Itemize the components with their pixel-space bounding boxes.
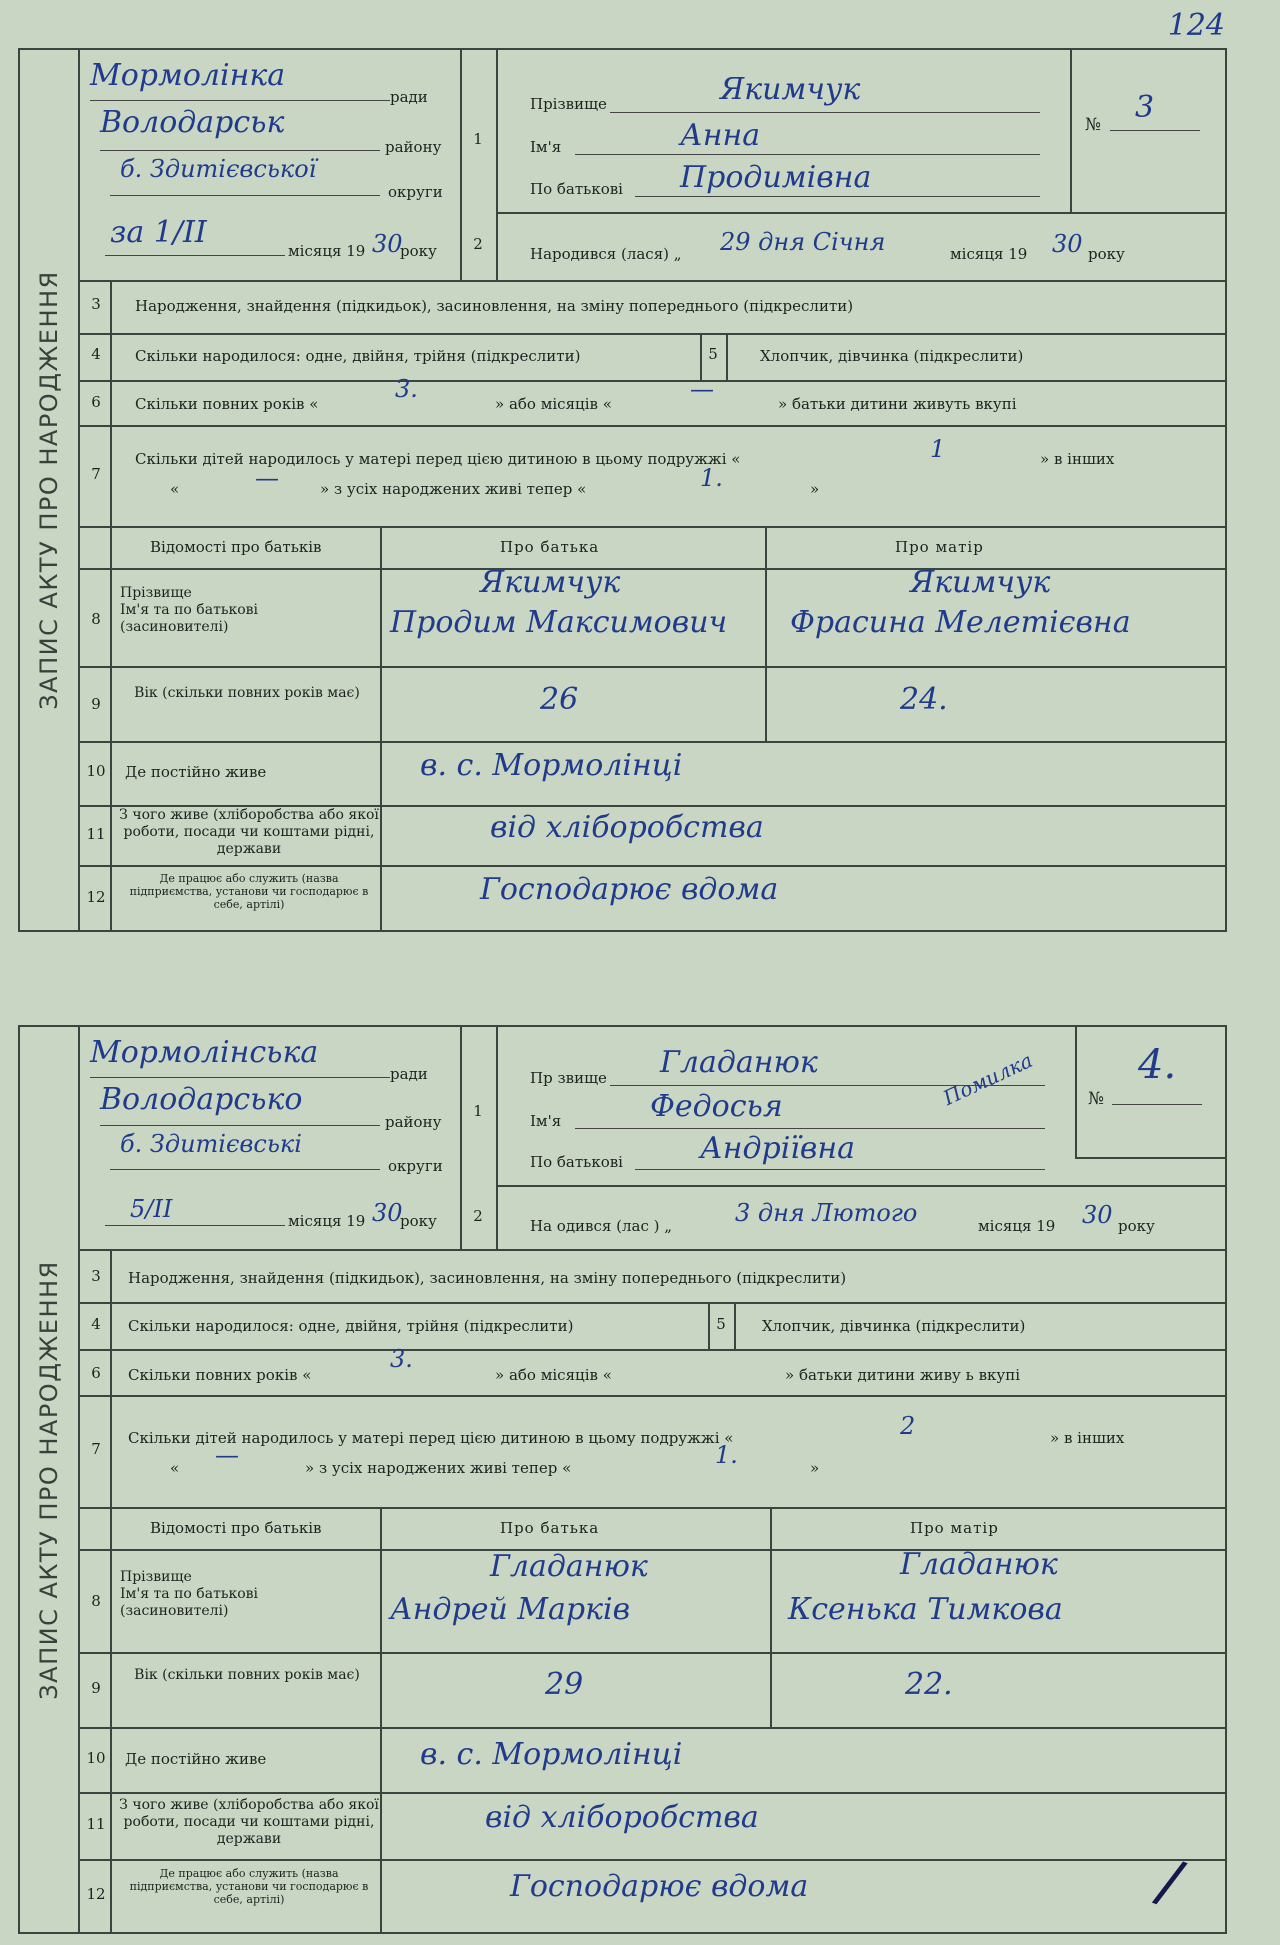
child-name: Федосья	[650, 1089, 783, 1124]
sidebar-title: ЗАПИС АКТУ ПРО НАРОДЖЕННЯ	[35, 1259, 63, 1700]
district-value: Володарськ	[100, 105, 285, 140]
row-number: 5	[708, 345, 718, 363]
row7-open-quote: «	[170, 1459, 180, 1477]
mother-surname: Якимчук	[910, 565, 1051, 600]
row6-suffix: » батьки дитини живуть вкупі	[778, 395, 1017, 413]
child-surname: Якимчук	[720, 72, 861, 107]
okrug-value: б. Здитієвської	[120, 155, 317, 183]
record-date-month-label: місяця 19	[288, 242, 366, 260]
born-day: 3 дня Лютого	[735, 1199, 918, 1227]
row7-this-marriage: 2	[900, 1412, 916, 1440]
row10-label: Де постійно живе	[125, 763, 267, 781]
row7-alive: 1.	[715, 1441, 738, 1469]
row5-text: Хлопчик, дівчинка (підкреслити)	[760, 347, 1024, 365]
row8-label: Прізвище Ім'я та по батькові (засиновителі)	[120, 585, 258, 635]
father-age: 29	[545, 1667, 584, 1702]
row-number: 7	[91, 1440, 101, 1458]
row4-text: Скільки народилося: одне, двійня, трійня (підкреслити)	[128, 1317, 574, 1335]
district-label: району	[385, 138, 442, 156]
father-name: Андрей Марків	[390, 1592, 631, 1627]
residence: в. с. Мормолінці	[420, 748, 683, 783]
mother-age: 24.	[900, 682, 948, 717]
surname-note: Помилка	[939, 1047, 1037, 1111]
born-label: На одився (лас ) „	[530, 1217, 673, 1235]
mother-name: Ксенька Тимкова	[788, 1592, 1063, 1627]
okrug-label: округи	[388, 1157, 443, 1175]
mother-surname: Гладанюк	[900, 1547, 1058, 1582]
row-number: 11	[86, 1815, 106, 1833]
row-number: 6	[91, 1364, 101, 1382]
row-number: 11	[86, 825, 106, 843]
row-number: 1	[473, 130, 483, 148]
row-number: 3	[91, 295, 101, 313]
row7-close-quote: »	[810, 1459, 820, 1477]
row5-text: Хлопчик, дівчинка (підкреслити)	[762, 1317, 1026, 1335]
row7-alive: 1.	[700, 464, 723, 492]
father-name: Продим Максимович	[390, 605, 728, 640]
row6-mid: » або місяців «	[495, 1366, 612, 1384]
record-date-year: 30	[372, 1199, 403, 1227]
closing-stroke-mark: /	[1148, 1845, 1192, 1919]
sidebar-title: ЗАПИС АКТУ ПРО НАРОДЖЕННЯ	[35, 270, 63, 710]
row-number: 7	[91, 465, 101, 483]
patronymic-label: По батькові	[530, 1153, 623, 1171]
record-number: 3	[1135, 90, 1155, 125]
record-date-year-suffix: року	[400, 242, 437, 260]
child-surname: Гладанюк	[660, 1045, 818, 1080]
row6-mid: » або місяців «	[495, 395, 612, 413]
record-date-year: 30	[372, 230, 403, 258]
record-date-year-suffix: року	[400, 1212, 437, 1230]
row11-label: З чого живе (хліборобства або якої роботи, посади чи коштами рідні, держави	[119, 807, 379, 857]
father-age: 26	[540, 682, 579, 717]
father-surname: Якимчук	[480, 565, 621, 600]
row7-line2: » з усіх народжених живі тепер «	[320, 480, 587, 498]
row-number: 10	[86, 1749, 106, 1767]
row11-label: З чого живе (хліборобства або якої роботи, посади чи коштами рідні, держави	[119, 1797, 379, 1847]
number-label: №	[1085, 115, 1102, 135]
row3-text: Народження, знайдення (підкидьок), засиновлення, на зміну попереднього (підкреслити)	[135, 297, 854, 315]
council-label: ради	[390, 1065, 428, 1083]
name-label: Ім'я	[530, 1112, 562, 1130]
surname-label: Пр звище	[530, 1069, 607, 1087]
workplace: Господарює вдома	[510, 1869, 809, 1904]
father-surname: Гладанюк	[490, 1549, 648, 1584]
row7-open-quote: «	[170, 480, 180, 498]
row-number: 12	[86, 888, 106, 906]
row4-text: Скільки народилося: одне, двійня, трійня (підкреслити)	[135, 347, 581, 365]
livelihood: від хліборобства	[485, 1800, 759, 1835]
row-number: 5	[716, 1315, 726, 1333]
born-day: 29 дня Січня	[720, 228, 886, 256]
child-name: Анна	[680, 118, 761, 153]
row-number: 4	[91, 345, 101, 363]
birth-record-1	[18, 48, 1227, 932]
record-number: 4.	[1138, 1042, 1177, 1088]
row-number: 8	[91, 1592, 101, 1610]
born-year: 30	[1082, 1201, 1113, 1229]
row7-line1: Скільки дітей народилось у матері перед цією дитиною в цьому подружжі «	[128, 1429, 734, 1447]
row6-months: —	[690, 375, 714, 403]
row7-close-quote: »	[810, 480, 820, 498]
district-value: Володарсько	[100, 1082, 303, 1117]
surname-label: Прізвище	[530, 95, 607, 113]
born-year-suffix: року	[1088, 245, 1125, 263]
row7-line1-end: » в інших	[1050, 1429, 1125, 1447]
row-number: 6	[91, 393, 101, 411]
row-number: 12	[86, 1885, 106, 1903]
born-year: 30	[1052, 230, 1083, 258]
row6-prefix: Скільки повних років «	[128, 1366, 312, 1384]
row12-label: Де працює або служить (назва підприємства, установи чи господарює в себе, артілі)	[129, 1867, 369, 1906]
row-number: 8	[91, 610, 101, 628]
council-label: ради	[390, 88, 428, 106]
row6-prefix: Скільки повних років «	[135, 395, 319, 413]
record-sidebar	[20, 50, 80, 930]
row-number: 9	[91, 695, 101, 713]
row-number: 1	[473, 1102, 483, 1120]
council-value: Мормолінка	[90, 58, 286, 93]
council-value: Мормолінська	[90, 1035, 319, 1070]
born-year-suffix: року	[1118, 1217, 1155, 1235]
number-label: №	[1088, 1089, 1105, 1109]
record-date-day: 5/ІІ	[130, 1195, 173, 1223]
row3-text: Народження, знайдення (підкидьок), засиновлення, на зміну попереднього (підкреслити)	[128, 1269, 847, 1287]
row-number: 3	[91, 1267, 101, 1285]
mother-header: Про матір	[910, 1519, 999, 1537]
row-number: 2	[473, 235, 483, 253]
row6-suffix: » батьки дитини живу ь вкупі	[785, 1366, 1021, 1384]
record-sidebar	[20, 1027, 80, 1932]
row7-other-marriages: —	[215, 1441, 239, 1469]
born-label: Народився (лася) „	[530, 245, 682, 263]
row7-other-marriages: —	[255, 464, 279, 492]
record-date-month-label: місяця 19	[288, 1212, 366, 1230]
child-patronymic: Продимівна	[680, 160, 872, 195]
row-number: 10	[86, 762, 106, 780]
born-month-label: місяця 19	[950, 245, 1028, 263]
birth-record-2	[18, 1025, 1227, 1934]
mother-header: Про матір	[895, 538, 984, 556]
row12-label: Де працює або служить (назва підприємства, установи чи господарює в себе, артілі)	[129, 872, 369, 911]
mother-name: Фрасина Мелетієвна	[790, 605, 1131, 640]
row7-this-marriage: 1	[930, 435, 946, 463]
mother-age: 22.	[905, 1667, 953, 1702]
parents-header: Відомості про батьків	[150, 538, 322, 556]
name-label: Ім'я	[530, 138, 562, 156]
row-number: 2	[473, 1207, 483, 1225]
parents-header: Відомості про батьків	[150, 1519, 322, 1537]
residence: в. с. Мормолінці	[420, 1737, 683, 1772]
record-date-day: за 1/ІІ	[110, 215, 207, 250]
father-header: Про батька	[500, 538, 600, 556]
row7-line2: » з усіх народжених живі тепер «	[305, 1459, 572, 1477]
livelihood: від хліборобства	[490, 810, 764, 845]
row8-label: Прізвище Ім'я та по батькові (засиновителі)	[120, 1569, 258, 1619]
row-number: 4	[91, 1315, 101, 1333]
born-month-label: місяця 19	[978, 1217, 1056, 1235]
page-number: 124	[1167, 8, 1225, 43]
row6-years: 3.	[395, 375, 418, 403]
workplace: Господарює вдома	[480, 872, 779, 907]
okrug-value: б. Здитієвські	[120, 1130, 302, 1158]
row-number: 9	[91, 1679, 101, 1697]
row6-years: 3.	[390, 1345, 413, 1373]
okrug-label: округи	[388, 183, 443, 201]
patronymic-label: По батькові	[530, 180, 623, 198]
father-header: Про батька	[500, 1519, 600, 1537]
child-patronymic: Андріївна	[700, 1131, 855, 1166]
row9-label: Вік (скільки повних років має)	[134, 1667, 360, 1683]
row7-line1: Скільки дітей народилось у матері перед цією дитиною в цьому подружжі «	[135, 450, 741, 468]
row10-label: Де постійно живе	[125, 1750, 267, 1768]
row9-label: Вік (скільки повних років має)	[134, 685, 360, 701]
row7-line1-end: » в інших	[1040, 450, 1115, 468]
district-label: району	[385, 1113, 442, 1131]
